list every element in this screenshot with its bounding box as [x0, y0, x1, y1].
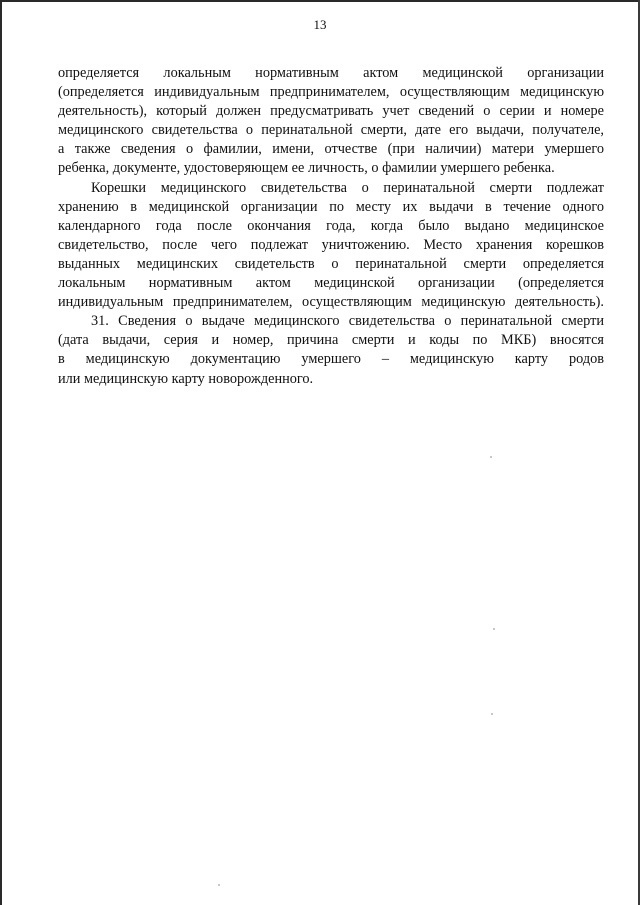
text-line: деятельность), который должен предусматривать учет сведений о серии и номере	[58, 103, 604, 120]
paragraph-1	[58, 64, 604, 179]
text-line: медицинского свидетельства о перинатальной смерти, дате его выдачи, получателе,	[58, 122, 604, 139]
paragraph-2	[58, 179, 604, 313]
text-line: (определяется индивидуальным предпринимателем, осуществляющим медицинскую	[58, 84, 604, 101]
text-line: календарного года после окончания года, когда было выдано медицинское	[58, 217, 604, 234]
paragraph-3	[58, 312, 604, 388]
document-body	[58, 64, 604, 389]
text-line: хранению в медицинской организации по месту их выдачи в течение одного	[58, 198, 604, 215]
text-line: локальным нормативным актом медицинской организации (определяется	[58, 275, 604, 292]
text-line: или медицинскую карту новорожденного.	[58, 370, 314, 387]
page-number: 13	[313, 17, 327, 32]
text-line: ребенка, документе, удостоверяющем ее личность, о фамилии умершего ребенка.	[58, 160, 555, 177]
scan-edge-left	[0, 0, 2, 905]
scan-speck	[493, 628, 495, 630]
text-line: свидетельство, после чего подлежат уничтожению. Место хранения корешков	[58, 236, 604, 253]
text-line: определяется локальным нормативным актом медицинской организации	[58, 65, 604, 81]
text-line: Корешки медицинского свидетельства о перинатальной смерти подлежат	[91, 179, 604, 196]
scan-speck	[490, 456, 492, 458]
text-line: (дата выдачи, серия и номер, причина смерти и коды по МКБ) вносятся	[58, 332, 604, 349]
text-line: 31. Сведения о выдаче медицинского свидетельства о перинатальной смерти	[91, 313, 604, 330]
text-line: в медицинскую документацию умершего – медицинскую карту родов	[58, 351, 604, 368]
scan-edge-top	[0, 0, 640, 2]
scan-speck	[491, 713, 493, 715]
text-line: индивидуальным предпринимателем, осуществляющим медицинскую деятельность).	[58, 294, 604, 311]
scan-speck	[218, 884, 220, 886]
text-line: выданных медицинских свидетельств о перинатальной смерти определяется	[58, 255, 604, 272]
text-line: а также сведения о фамилии, имени, отчестве (при наличии) матери умершего	[58, 141, 604, 158]
